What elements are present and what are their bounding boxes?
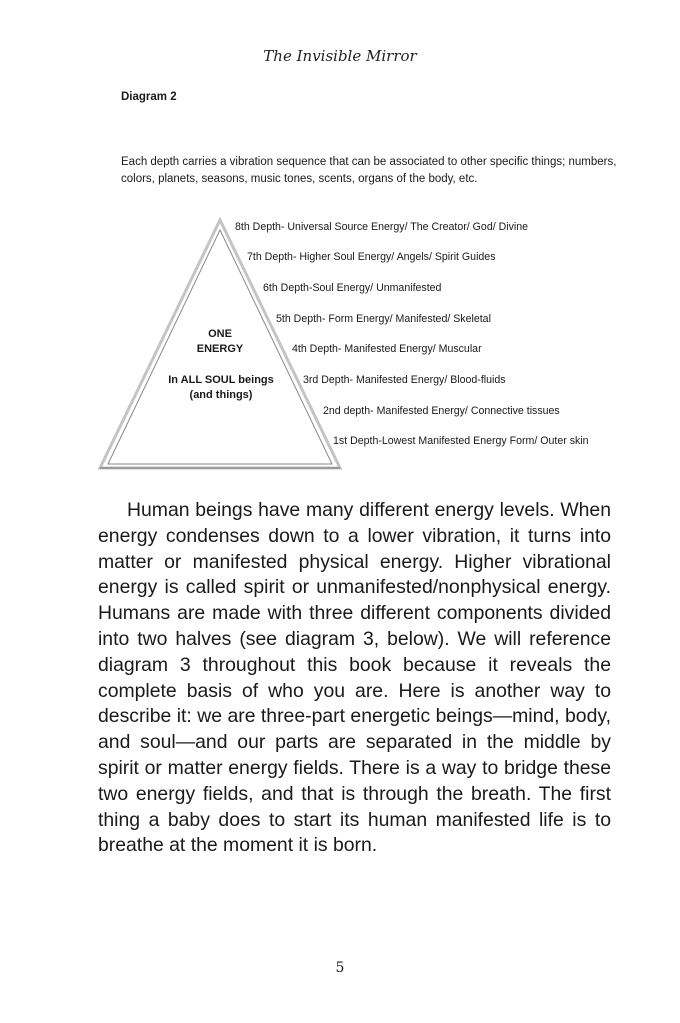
depth-label-1: 1st Depth-Lowest Manifested Energy Form/ Outer skin xyxy=(333,435,589,447)
core-label xyxy=(190,327,250,357)
core-sublabel-line2: (and things) xyxy=(189,389,253,401)
depth-label-3: 3rd Depth- Manifested Energy/ Blood-fluids xyxy=(303,374,506,386)
depth-label-4: 4th Depth- Manifested Energy/ Muscular xyxy=(292,343,482,355)
depth-label-5: 5th Depth- Form Energy/ Manifested/ Skeletal xyxy=(276,313,491,325)
core-label-line1: ONE xyxy=(208,328,232,340)
depth-label-8: 8th Depth- Universal Source Energy/ The Creator/ God/ Divine xyxy=(235,221,529,233)
running-head-title: The Invisible Mirror xyxy=(263,47,417,65)
core-label-line2: ENERGY xyxy=(196,343,244,355)
core-sublabel xyxy=(156,373,286,403)
depth-label-2: 2nd depth- Manifested Energy/ Connective tissues xyxy=(323,405,560,417)
core-sublabel-line1: In ALL SOUL beings xyxy=(168,374,274,386)
diagram-description: Each depth carries a vibration sequence that can be associated to other specific things; numbers, colors, planets, seasons, music tones, scents, organs of the body, etc. xyxy=(121,156,617,185)
depth-label-7: 7th Depth- Higher Soul Energy/ Angels/ Spirit Guides xyxy=(247,251,496,263)
diagram-title: Diagram 2 xyxy=(121,91,177,103)
page-number: 5 xyxy=(335,960,345,976)
depth-label-6: 6th Depth-Soul Energy/ Unmanifested xyxy=(263,282,442,294)
body-paragraph: Human beings have many different energy levels. When energy condenses down to a lower vibration, it turns into matter or manifested physical energy. Higher vibrational energy is called spirit or unmanifested/nonphysical energy. Humans are made with three different components divided into two halves (see diagram 3, below). We will reference diagram 3 throughout this book because it reveals the complete basis of who you are. Here is another way to describe it: we are three-part energetic beings—mind, body, and soul—and our parts are separated in the middle by spirit or matter energy fields. There is a way to bridge these two energy fields, and that is through the breath. The first thing a baby does to start its human manifested life is to breathe at the moment it is born. xyxy=(98,499,611,857)
